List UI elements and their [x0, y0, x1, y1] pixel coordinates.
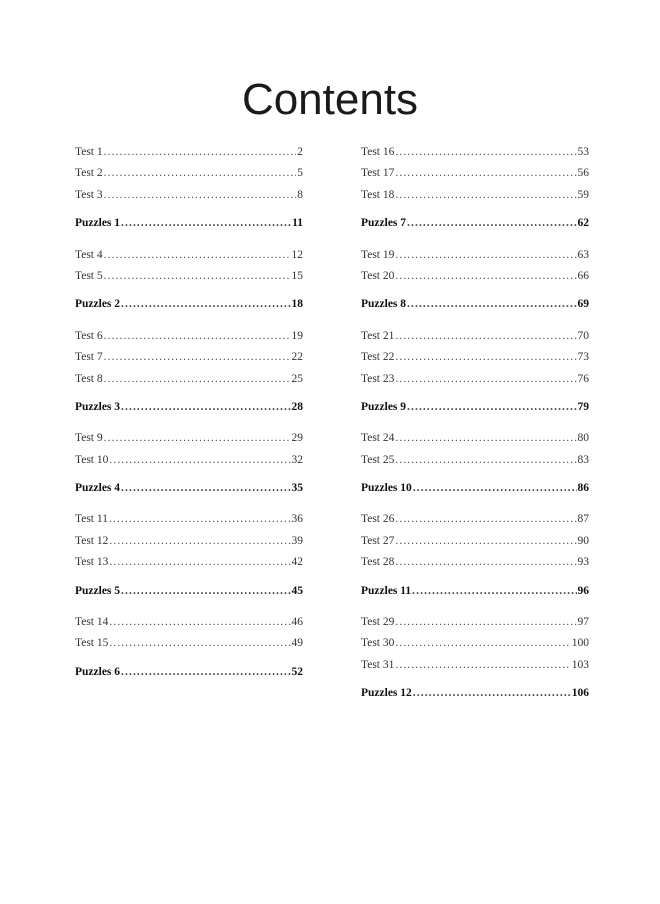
- toc-entry-puzzle[interactable]: [75, 298, 303, 319]
- toc-leader-dots: [413, 687, 571, 699]
- toc-entry-label: Test 14: [75, 616, 109, 629]
- toc-entry-test[interactable]: [361, 454, 589, 475]
- toc-entry-page-number: 73: [577, 351, 589, 364]
- toc-leader-dots: [395, 432, 576, 444]
- toc-leader-dots: [395, 270, 576, 282]
- toc-entry-label: Puzzles 3: [75, 400, 121, 413]
- toc-leader-dots: [395, 513, 576, 525]
- toc-leader-dots: [109, 513, 291, 525]
- toc-entry-test[interactable]: [361, 513, 589, 534]
- toc-entry-test[interactable]: [75, 167, 303, 188]
- toc-leader-dots: [395, 637, 570, 649]
- toc-entry-label: Test 17: [361, 167, 395, 180]
- toc-entry-label: Test 23: [361, 372, 395, 385]
- toc-entry-page-number: 25: [291, 372, 303, 385]
- toc-leader-dots: [395, 454, 576, 466]
- toc-entry-puzzle[interactable]: [75, 482, 303, 503]
- toc-leader-dots: [104, 270, 291, 282]
- toc-entry-label: Test 28: [361, 556, 395, 569]
- toc-entry-page-number: 52: [291, 665, 303, 678]
- toc-entry-test[interactable]: [361, 535, 589, 556]
- toc-leader-dots: [407, 217, 576, 229]
- toc-entry-puzzle[interactable]: [361, 401, 589, 422]
- toc-entry-label: Test 16: [361, 146, 395, 158]
- toc-entry-test[interactable]: [361, 616, 589, 637]
- toc-entry-test[interactable]: [361, 432, 589, 453]
- toc-entry-test[interactable]: [75, 637, 303, 658]
- toc-entry-test[interactable]: [361, 146, 589, 167]
- toc-leader-dots: [412, 585, 576, 597]
- toc-entry-test[interactable]: [75, 351, 303, 372]
- toc-entry-page-number: 62: [577, 217, 589, 230]
- toc-entry-label: Test 7: [75, 351, 103, 364]
- toc-entry-page-number: 22: [291, 351, 303, 364]
- toc-entry-label: Test 15: [75, 637, 109, 650]
- toc-entry-test[interactable]: [361, 330, 589, 351]
- toc-leader-dots: [395, 146, 576, 158]
- toc-leader-dots: [109, 454, 290, 466]
- toc-entry-puzzle[interactable]: [75, 401, 303, 422]
- toc-entry-label: Test 12: [75, 534, 109, 547]
- toc-entry-test[interactable]: [361, 659, 589, 680]
- toc-entry-page-number: 46: [291, 616, 303, 629]
- toc-entry-page-number: 29: [291, 432, 303, 445]
- toc-leader-dots: [395, 373, 576, 385]
- toc-entry-label: Test 11: [75, 513, 108, 526]
- toc-entry-test[interactable]: [75, 189, 303, 210]
- toc-entry-label: Test 30: [361, 637, 395, 650]
- toc-entry-page-number: 12: [291, 248, 303, 261]
- toc-entry-label: Test 13: [75, 556, 109, 569]
- toc-leader-dots: [121, 401, 290, 413]
- toc-entry-page-number: 45: [291, 584, 303, 597]
- toc-entry-page-number: 66: [577, 269, 589, 282]
- toc-entry-label: Puzzles 11: [361, 584, 412, 597]
- toc-entry-label: Test 21: [361, 329, 395, 342]
- toc-entry-page-number: 53: [577, 146, 589, 158]
- toc-entry-label: Test 9: [75, 432, 103, 445]
- toc-entry-page-number: 83: [577, 453, 589, 466]
- toc-leader-dots: [104, 373, 291, 385]
- toc-leader-dots: [121, 298, 290, 310]
- toc-entry-label: Puzzles 7: [361, 217, 407, 230]
- toc-entry-page-number: 28: [291, 400, 303, 413]
- toc-leader-dots: [395, 556, 576, 568]
- toc-leader-dots: [395, 659, 570, 671]
- toc-entry-test[interactable]: [75, 270, 303, 291]
- toc-entry-label: Test 22: [361, 351, 395, 364]
- toc-entry-page-number: 79: [577, 400, 589, 413]
- toc-entry-page-number: 35: [291, 482, 303, 495]
- toc-entry-test[interactable]: [75, 513, 303, 534]
- toc-entry-puzzle[interactable]: [75, 666, 303, 687]
- toc-entry-test[interactable]: [361, 373, 589, 394]
- toc-leader-dots: [104, 249, 291, 261]
- toc-entry-test[interactable]: [361, 249, 589, 270]
- toc-entry-label: Test 19: [361, 248, 395, 261]
- toc-entry-puzzle[interactable]: [361, 482, 589, 503]
- toc-entry-test[interactable]: [361, 637, 589, 658]
- toc-leader-dots: [104, 432, 291, 444]
- toc-entry-page-number: 96: [577, 584, 589, 597]
- toc-entry-page-number: 103: [571, 658, 589, 671]
- toc-entry-page-number: 2: [297, 146, 303, 158]
- toc-entry-page-number: 5: [297, 167, 303, 180]
- toc-entry-label: Puzzles 8: [361, 298, 407, 311]
- toc-entry-label: Test 2: [75, 167, 103, 180]
- toc-leader-dots: [104, 167, 297, 179]
- toc-entry-page-number: 8: [297, 188, 303, 201]
- toc-leader-dots: [121, 666, 290, 678]
- contents-right-column: [361, 146, 589, 719]
- toc-leader-dots: [395, 189, 576, 201]
- toc-entry-label: Test 6: [75, 329, 103, 342]
- toc-entry-test[interactable]: [75, 556, 303, 577]
- toc-entry-page-number: 18: [291, 298, 303, 311]
- toc-entry-label: Test 10: [75, 453, 109, 466]
- toc-leader-dots: [109, 556, 290, 568]
- toc-entry-page-number: 39: [291, 534, 303, 547]
- toc-entry-puzzle[interactable]: [361, 217, 589, 238]
- toc-entry-page-number: 15: [291, 269, 303, 282]
- toc-entry-page-number: 106: [571, 687, 589, 700]
- toc-entry-page-number: 80: [577, 432, 589, 445]
- toc-leader-dots: [109, 616, 290, 628]
- toc-leader-dots: [104, 351, 291, 363]
- toc-entry-test[interactable]: [75, 330, 303, 351]
- toc-leader-dots: [121, 482, 290, 494]
- toc-leader-dots: [395, 167, 576, 179]
- toc-leader-dots: [407, 401, 576, 413]
- toc-leader-dots: [395, 330, 576, 342]
- toc-entry-label: Puzzles 9: [361, 400, 407, 413]
- toc-leader-dots: [104, 330, 291, 342]
- toc-entry-label: Puzzles 4: [75, 482, 121, 495]
- toc-entry-label: Test 18: [361, 188, 395, 201]
- toc-entry-page-number: 19: [291, 329, 303, 342]
- toc-entry-page-number: 70: [577, 329, 589, 342]
- toc-entry-label: Puzzles 1: [75, 217, 121, 230]
- toc-entry-label: Test 27: [361, 534, 395, 547]
- toc-leader-dots: [109, 637, 290, 649]
- toc-leader-dots: [104, 146, 297, 158]
- toc-leader-dots: [395, 535, 576, 547]
- toc-entry-test[interactable]: [75, 249, 303, 270]
- toc-entry-puzzle[interactable]: [361, 687, 589, 708]
- toc-leader-dots: [121, 585, 290, 597]
- page-title: Contents: [241, 75, 419, 124]
- toc-entry-page-number: 100: [571, 637, 589, 650]
- toc-entry-test[interactable]: [75, 454, 303, 475]
- toc-entry-label: Test 5: [75, 269, 103, 282]
- contents-left-column: [75, 146, 303, 697]
- toc-entry-test[interactable]: [75, 146, 303, 167]
- toc-entry-label: Test 25: [361, 453, 395, 466]
- toc-entry-label: Test 3: [75, 188, 103, 201]
- toc-entry-label: Puzzles 6: [75, 665, 121, 678]
- toc-entry-test[interactable]: [361, 270, 589, 291]
- toc-entry-label: Test 1: [75, 146, 103, 158]
- toc-entry-page-number: 42: [291, 556, 303, 569]
- toc-entry-test[interactable]: [75, 535, 303, 556]
- toc-entry-test[interactable]: [361, 351, 589, 372]
- toc-entry-label: Puzzles 5: [75, 584, 121, 597]
- toc-entry-page-number: 63: [577, 248, 589, 261]
- toc-entry-label: Puzzles 2: [75, 298, 121, 311]
- toc-leader-dots: [121, 217, 291, 229]
- toc-entry-page-number: 32: [291, 453, 303, 466]
- toc-entry-page-number: 93: [577, 556, 589, 569]
- toc-leader-dots: [104, 189, 297, 201]
- toc-entry-test[interactable]: [361, 556, 589, 577]
- toc-leader-dots: [395, 249, 576, 261]
- toc-entry-label: Test 26: [361, 513, 395, 526]
- toc-entry-puzzle[interactable]: [361, 298, 589, 319]
- toc-entry-page-number: 69: [577, 298, 589, 311]
- toc-entry-test[interactable]: [361, 189, 589, 210]
- toc-entry-test[interactable]: [75, 432, 303, 453]
- toc-entry-label: Test 29: [361, 616, 395, 629]
- toc-entry-test[interactable]: [75, 373, 303, 394]
- toc-entry-label: Test 4: [75, 248, 103, 261]
- toc-entry-test[interactable]: [75, 616, 303, 637]
- toc-entry-puzzle[interactable]: [75, 217, 303, 238]
- toc-leader-dots: [395, 351, 576, 363]
- toc-entry-page-number: 86: [577, 482, 589, 495]
- toc-entry-puzzle[interactable]: [75, 585, 303, 606]
- toc-entry-test[interactable]: [361, 167, 589, 188]
- toc-leader-dots: [395, 616, 576, 628]
- toc-entry-page-number: 59: [577, 188, 589, 201]
- toc-entry-label: Puzzles 10: [361, 482, 412, 495]
- toc-leader-dots: [413, 482, 577, 494]
- toc-entry-page-number: 97: [577, 616, 589, 629]
- toc-entry-label: Puzzles 12: [361, 687, 412, 700]
- toc-entry-page-number: 90: [577, 534, 589, 547]
- toc-entry-label: Test 8: [75, 372, 103, 385]
- toc-entry-label: Test 20: [361, 269, 395, 282]
- toc-leader-dots: [109, 535, 290, 547]
- toc-leader-dots: [407, 298, 576, 310]
- toc-entry-page-number: 36: [291, 513, 303, 526]
- toc-entry-page-number: 87: [577, 513, 589, 526]
- toc-entry-label: Test 24: [361, 432, 395, 445]
- toc-entry-page-number: 56: [577, 167, 589, 180]
- toc-entry-page-number: 49: [291, 637, 303, 650]
- toc-entry-page-number: 76: [577, 372, 589, 385]
- toc-entry-puzzle[interactable]: [361, 585, 589, 606]
- toc-entry-label: Test 31: [361, 658, 395, 671]
- toc-entry-page-number: 11: [292, 217, 303, 230]
